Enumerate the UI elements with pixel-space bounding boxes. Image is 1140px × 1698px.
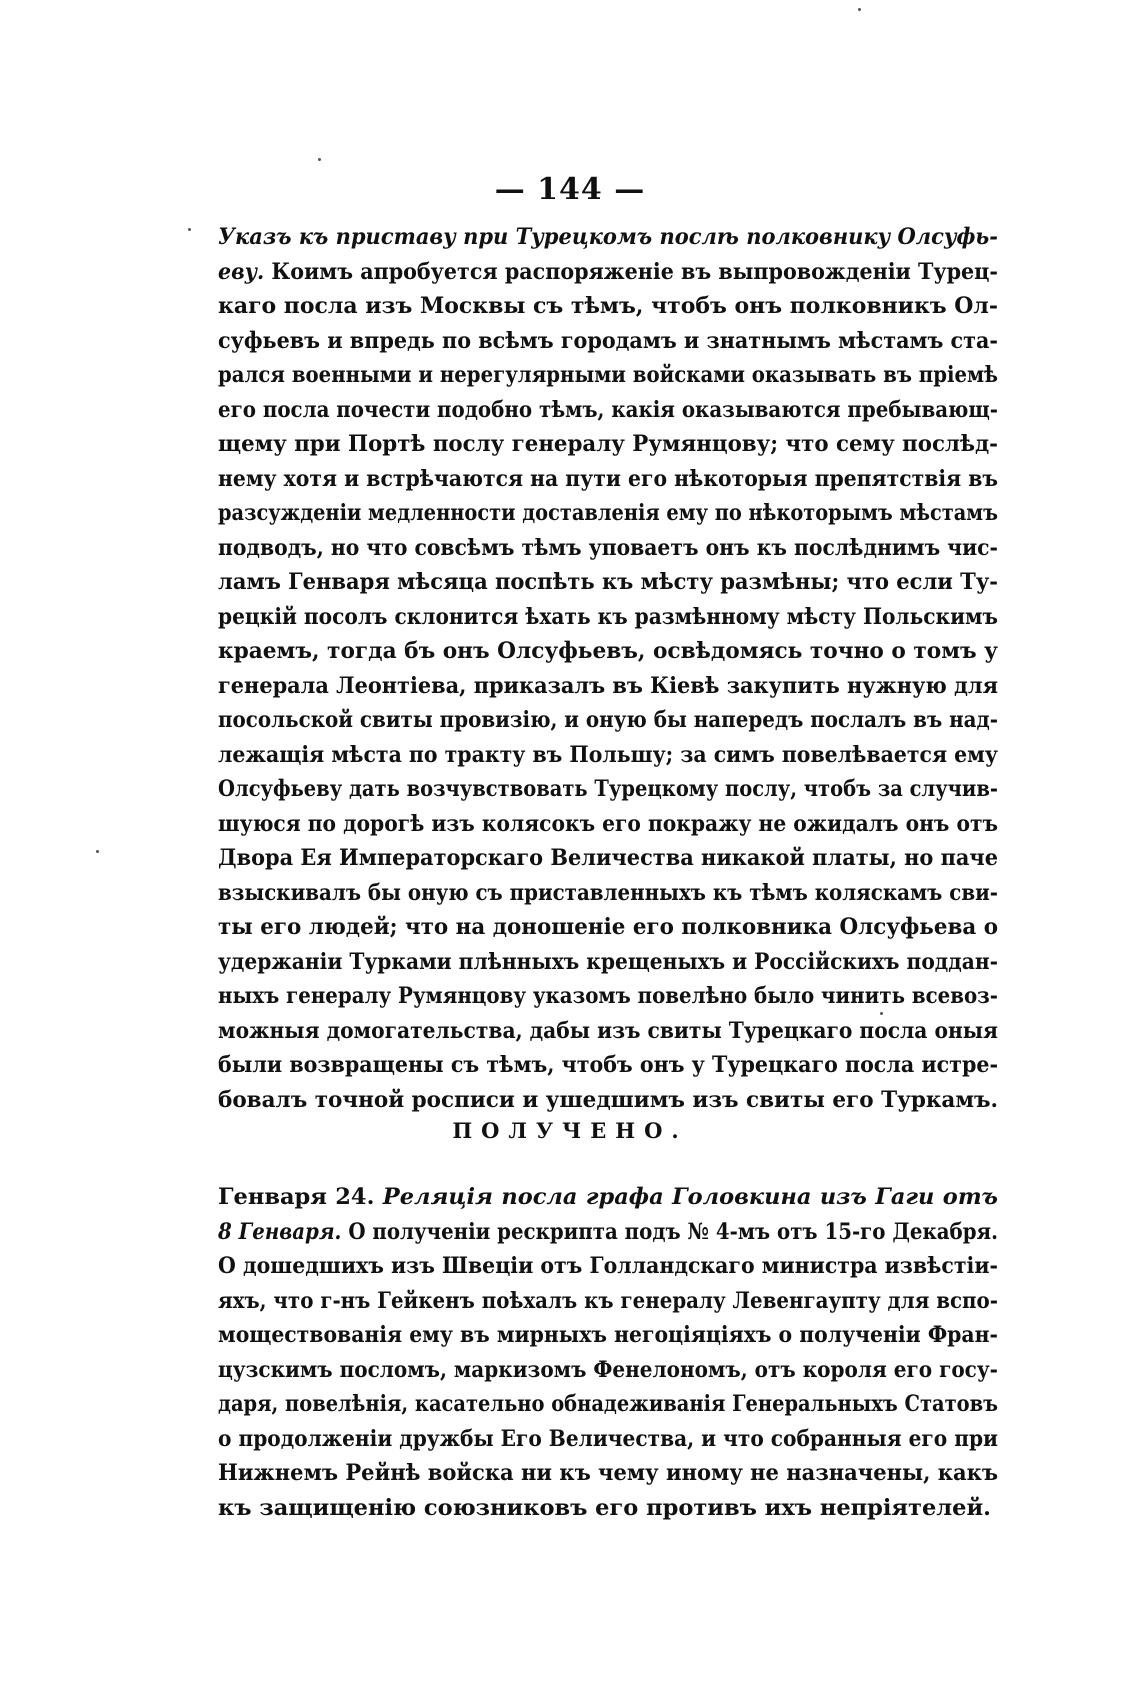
- text-line: [218, 289, 998, 324]
- text-line: [218, 979, 998, 1014]
- text-run: суфьевъ и впредь по всѣмъ городамъ и знатнымъ мѣстамъ ста-: [218, 327, 998, 354]
- text-line: [218, 1249, 998, 1284]
- text-line: [218, 703, 998, 738]
- text-run: даря, повелѣнія, касательно обнадеживанія Генеральныхъ Статовъ: [218, 1391, 998, 1417]
- text-run: шуюся по дорогѣ изъ колясокъ его покражу не ожидалъ онъ отъ: [218, 810, 998, 837]
- text-run: рецкій посолъ склонится ѣхать къ размѣнному мѣсту Польскимъ: [218, 603, 998, 630]
- text-line: [218, 393, 998, 428]
- text-line: [218, 772, 998, 807]
- text-run: генерала Леонтіева, приказалъ въ Кіевѣ закупить нужную для: [218, 672, 998, 699]
- text-line: [218, 255, 998, 290]
- text-line: [218, 876, 998, 911]
- text-run: были возвращены съ тѣмъ, чтобъ онъ у Турецкаго посла истре-: [218, 1052, 998, 1078]
- text-line: [218, 1083, 998, 1118]
- print-speck: [318, 158, 321, 161]
- text-line: [218, 841, 998, 876]
- text-run: ныхъ генералу Румянцову указомъ повелѣно было чинить всевоз-: [218, 983, 998, 1009]
- text-line: [218, 565, 998, 600]
- text-line: [218, 945, 998, 980]
- text-line: [218, 1387, 998, 1422]
- text-run: моществованія ему въ мирныхъ негоціяціяхъ о полученіи Фран-: [218, 1322, 998, 1348]
- text-run: цузскимъ посломъ, маркизомъ Фенелономъ, отъ короля его госу-: [218, 1356, 998, 1383]
- text-line: [218, 531, 998, 566]
- text-line: [218, 220, 998, 255]
- section-heading: ПОЛУЧЕНО.: [452, 1118, 688, 1143]
- text-line: [218, 1491, 998, 1526]
- italic-text: Указъ къ приставу при Турецкомъ послѣ полковнику Олсуфь-: [218, 224, 998, 250]
- text-run: Генваря 24.: [218, 1184, 375, 1210]
- text-line: [218, 669, 998, 704]
- text-line: [218, 462, 998, 497]
- text-run: щему при Портѣ послу генералу Румянцову; что сему послѣд-: [218, 431, 998, 457]
- text-line: [218, 634, 998, 669]
- text-run: о продолженіи дружбы Его Величества, и что собранныя его при: [218, 1425, 998, 1452]
- text-line: [218, 1318, 998, 1353]
- text-line: [218, 1284, 998, 1319]
- text-run: разсужденіи медленности доставленія ему по нѣкоторымъ мѣстамъ: [218, 500, 998, 526]
- text-line: [218, 358, 998, 393]
- text-run: лежащія мѣста по тракту въ Польшу; за симъ повелѣвается ему: [218, 741, 998, 768]
- text-line: [218, 738, 998, 773]
- text-run: его посла почести подобно тѣмъ, какія оказываются пребывающ-: [218, 396, 998, 423]
- text-run: нему хотя и встрѣчаются на пути его нѣкоторыя препятствія въ: [218, 465, 998, 492]
- text-line: [218, 1014, 998, 1049]
- print-speck: [188, 228, 191, 231]
- text-run: яхъ, что г-нъ Гейкенъ поѣхалъ къ генералу Левенгаупту для вспо-: [218, 1287, 998, 1314]
- text-line: [218, 496, 998, 531]
- italic-text: Реляція посла графа Головкина изъ Гаги отъ: [374, 1184, 998, 1210]
- print-speck: [96, 850, 99, 853]
- text-run: рался военными и нерегулярными войсками оказывать въ пріемѣ: [218, 362, 998, 388]
- text-run: къ защищенію союзниковъ его противъ ихъ непріятелей.: [218, 1494, 991, 1521]
- text-line: [218, 910, 998, 945]
- text-line: [218, 1422, 998, 1457]
- text-run: О полученіи рескрипта подъ № 4-мъ отъ 15-го Декабря.: [341, 1218, 998, 1245]
- text-run: ламъ Генваря мѣсяца поспѣть къ мѣсту размѣны; что если Ту-: [218, 569, 998, 595]
- italic-text: еву.: [218, 258, 265, 285]
- text-run: каго посла изъ Москвы съ тѣмъ, чтобъ онъ полковникъ Ол-: [218, 293, 998, 319]
- text-run: Нижнемъ Рейнѣ войска ни къ чему иному не назначены, какъ: [218, 1460, 998, 1486]
- text-run: взыскивалъ бы оную съ приставленныхъ къ тѣмъ коляскамъ сви-: [218, 879, 998, 906]
- text-run: бовалъ точной росписи и ушедшимъ изъ свиты его Туркамъ.: [218, 1086, 998, 1113]
- text-run: Коимъ апробуется распоряженіе въ выпровожденіи Турец-: [264, 258, 998, 285]
- italic-text: 8 Генваря.: [218, 1218, 342, 1245]
- print-speck: [858, 8, 861, 11]
- text-line: [218, 807, 998, 842]
- text-line: [218, 1456, 998, 1491]
- text-run: удержаніи Турками плѣнныхъ крещеныхъ и Россійскихъ поддан-: [218, 948, 998, 975]
- text-line: [218, 427, 998, 462]
- text-run: краемъ, тогда бъ онъ Олсуфьевъ, освѣдомясь точно о томъ у: [218, 638, 998, 664]
- text-run: О дошедшихъ изъ Швеціи отъ Голландскаго министра извѣстіи-: [218, 1253, 998, 1279]
- text-line: [218, 1180, 998, 1215]
- text-run: Двора Ея Императорскаго Величества никакой платы, но паче: [218, 845, 998, 871]
- text-line: [218, 1215, 998, 1250]
- text-line: [218, 600, 998, 635]
- text-run: посольской свиты провизію, и оную бы напередъ послалъ въ над-: [218, 707, 998, 733]
- page-number: — 144 —: [494, 172, 646, 207]
- text-run: Олсуфьеву дать возчувствовать Турецкому послу, чтобъ за случив-: [218, 776, 998, 802]
- text-line: [218, 324, 998, 359]
- text-line: [218, 1353, 998, 1388]
- text-block-relation: [218, 1180, 998, 1525]
- text-run: можныя домогательства, дабы изъ свиты Турецкаго посла оныя: [218, 1017, 998, 1044]
- print-speck: [880, 1012, 883, 1015]
- text-block-decree: [218, 220, 998, 1117]
- text-line: [218, 1048, 998, 1083]
- text-run: подводъ, но что совсѣмъ тѣмъ уповаетъ онъ къ послѣднимъ чис-: [218, 534, 998, 561]
- text-run: ты его людей; что на доношеніе его полковника Олсуфьева о: [218, 914, 998, 940]
